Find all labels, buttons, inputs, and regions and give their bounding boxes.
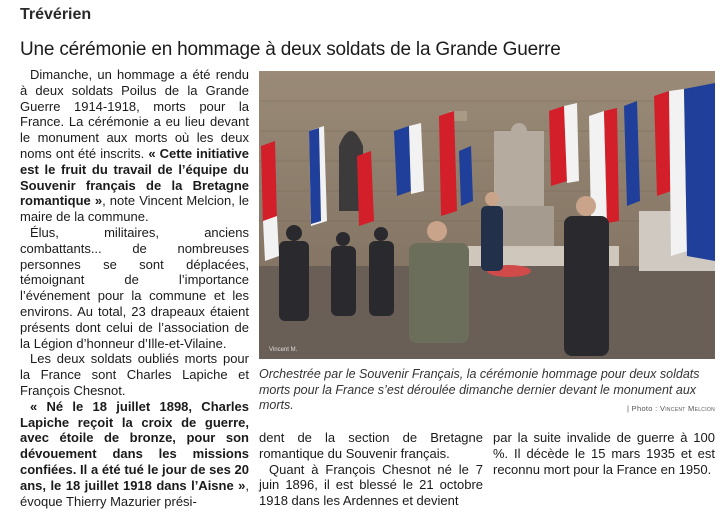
photo-credit xyxy=(627,404,715,413)
credit-prefix: | Photo : xyxy=(627,404,660,413)
ground xyxy=(259,266,715,359)
p1-quote: « Cette initiative est le fruit du travail de l’équipe du Souvenir français de la Bretagne romantique » xyxy=(20,145,249,209)
monument-top xyxy=(494,131,544,211)
paragraph-3: Les deux soldats oubliés morts pour la France sont Charles Lapiche et François Chesnot. xyxy=(20,351,249,398)
ceremony-photo xyxy=(259,71,715,359)
article-headline: Une cérémonie en hommage à deux soldats de la Grande Guerre xyxy=(20,39,561,60)
article-column-2 xyxy=(259,430,483,509)
col2-paragraph-1: dent de la section de Bretagne romantique du Souvenir français. xyxy=(259,430,483,461)
p4-tail: , évoque Thierry Mazurier prési- xyxy=(20,477,249,509)
monument-ornament xyxy=(511,123,527,139)
photo-caption: Orchestrée par le Souvenir Français, la cérémonie hommage pour deux soldats morts pour la France s’est déroulée dimanche dernier devant le monument aux morts. xyxy=(259,367,700,412)
photo-watermark: Vincent M. xyxy=(269,347,298,353)
col3-paragraph-1: par la suite invalide de guerre à 100 %. Il décède le 15 mars 1935 et est reconnu mort pour la France en 1950. xyxy=(493,430,715,477)
paragraph-2: Élus, militaires, anciens combattants... de nombreuses personnes se sont déplacées, témoignant de l’importance l’événement pour la commune et les environs. Au total, 23 drapeaux étaient présents dont celui de l’association de la Légion d’honneur d’Ille-et-Vilaine. xyxy=(20,224,249,351)
p1-tail: , note Vincent Melcion, le maire de la commune. xyxy=(20,193,250,225)
paragraph-1 xyxy=(20,67,249,225)
p4-quote: « Né le 18 juillet 1898, Charles Lapiche reçoit la croix de guerre, avec étoile de bronze, pour son dévouement dans les missions confiées. Il a été tué le jour de ses 20 ans, le 18 juillet 1918 dans l’Aisne » xyxy=(20,398,249,493)
paragraph-4 xyxy=(20,399,249,510)
credit-name: Vincent Melcion xyxy=(659,404,715,413)
article-column-1 xyxy=(20,67,249,509)
ceremony-photo-illustration xyxy=(259,71,715,359)
section-label: Trévérien xyxy=(20,6,92,23)
article-column-3 xyxy=(493,430,715,477)
p1-text: Dimanche, un hommage a été rendu à deux soldats Poilus de la Grande Guerre 1914-1918, morts pour la France. La cérémonie a eu lieu devant le monument aux morts où les deux noms ont été inscrits. xyxy=(20,67,249,161)
col2-paragraph-2: Quant à François Chesnot né le 7 juin 1896, il est blessé le 21 octobre 1918 dans les Ardennes et devient xyxy=(259,461,483,509)
